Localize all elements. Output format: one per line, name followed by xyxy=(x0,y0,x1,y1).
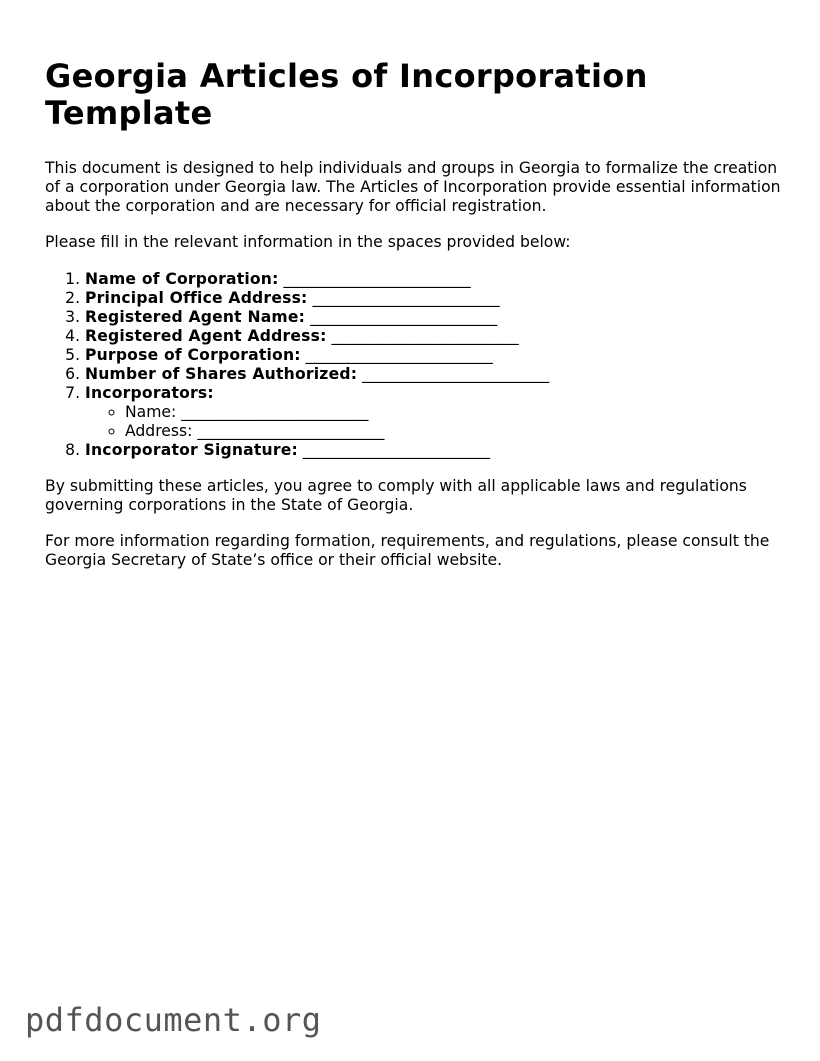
field-principal-office-address xyxy=(85,289,785,308)
incorporators-sublist xyxy=(85,403,785,441)
field-label: Principal Office Address: xyxy=(85,289,308,307)
fields-list xyxy=(45,270,785,460)
field-label: Registered Agent Name: xyxy=(85,308,306,326)
field-name-of-corporation xyxy=(85,270,785,289)
watermark-text: pdfdocument.org xyxy=(25,1001,322,1039)
field-label: Purpose of Corporation: xyxy=(85,346,301,364)
instruction-paragraph: Please fill in the relevant information in the spaces provided below: xyxy=(45,233,571,251)
field-incorporator-signature xyxy=(85,441,785,460)
fill-in-blank[interactable]: ________________________ xyxy=(312,289,500,307)
field-label: Registered Agent Address: xyxy=(85,327,327,345)
field-registered-agent-address xyxy=(85,327,785,346)
fill-in-blank[interactable]: ________________________ xyxy=(310,308,498,326)
document-page xyxy=(45,58,785,570)
subfield-incorporator-address xyxy=(125,422,785,441)
field-label: Incorporators: xyxy=(85,384,214,402)
agreement-paragraph: By submitting these articles, you agree to comply with all applicable laws and regulations governing corporations in the State of Georgia. xyxy=(45,477,747,514)
document-title: Georgia Articles of Incorporation Template xyxy=(45,57,648,132)
subfield-label: Name: xyxy=(125,403,177,421)
fill-in-blank[interactable]: ________________________ xyxy=(302,441,491,459)
field-purpose-of-corporation xyxy=(85,346,785,365)
intro-paragraph: This document is designed to help individuals and groups in Georgia to formalize the creation of a corporation under Georgia law. The Articles of Incorporation provide essential information about the corporation and are necessary for official registration. xyxy=(45,159,781,215)
field-registered-agent-name xyxy=(85,308,785,327)
fill-in-blank[interactable]: ________________________ xyxy=(331,327,519,345)
field-label: Name of Corporation: xyxy=(85,270,279,288)
fill-in-blank[interactable]: ________________________ xyxy=(305,346,493,364)
subfield-label: Address: xyxy=(125,422,193,440)
fill-in-blank[interactable]: ________________________ xyxy=(181,403,369,421)
more-info-paragraph: For more information regarding formation, requirements, and regulations, please consult the Georgia Secretary of State’s office or their official website. xyxy=(45,532,770,569)
fill-in-blank[interactable]: ________________________ xyxy=(197,422,385,440)
field-number-of-shares xyxy=(85,365,785,384)
field-label: Incorporator Signature: xyxy=(85,441,298,459)
subfield-incorporator-name xyxy=(125,403,785,422)
field-label: Number of Shares Authorized: xyxy=(85,365,358,383)
field-incorporators xyxy=(85,384,785,441)
fill-in-blank[interactable]: ________________________ xyxy=(283,270,471,288)
fill-in-blank[interactable]: ________________________ xyxy=(362,365,550,383)
